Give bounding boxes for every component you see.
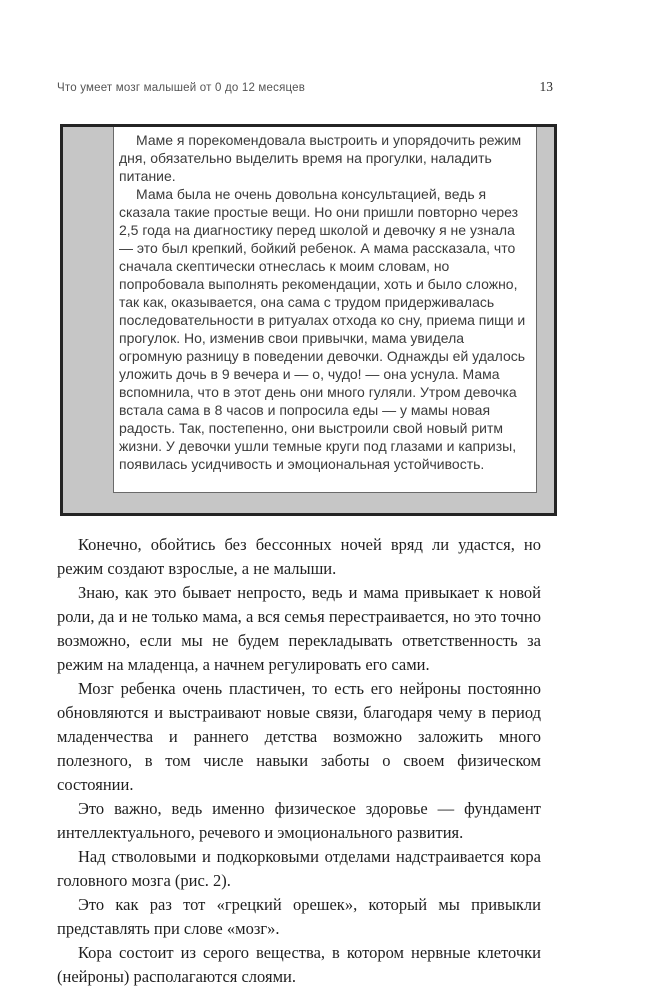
case-paragraph: Мама была не очень довольна консультацией, ведь я сказала такие простые вещи. Но они пришли повторно через 2,5 года на диагностику перед школой и девочку я не узнала — это был крепкий, бойкий ребенок. А мама рассказала, что сначала скептически отнеслась к моим словам, но попробовала выполнять рекомендации, хоть и было сложно, так как, оказывается, она сама с трудом придерживалась последовательности в ритуалах отхода ко сну, приема пищи и прогулок. Но, изменив свои привычки, мама увидела огромную разницу в поведении девочки. Однажды ей удалось уложить дочь в 9 вечера и — о, чудо! — она уснула. Мама вспомнила, что в этот день они много гуляли. Утром девочка встала сама в 8 часов и попросила еды — у мамы новая радость. Так, постепенно, они выстроили свой новый ритм жизни. У девочки ушли темные круги под глазами и капризы, появилась усидчивость и эмоциональная устойчивость. <box>119 186 526 472</box>
running-header <box>57 79 553 95</box>
case-paragraph: Маме я порекомендовала выстроить и упорядочить режим дня, обязательно выделить время на прогулки, наладить питание. <box>119 132 522 184</box>
case-study-box-inner <box>113 127 537 493</box>
body-paragraph: Конечно, обойтись без бессонных ночей вряд ли удастся, но режим создают взрослые, а не малыши. <box>57 535 541 578</box>
body-paragraph: Это важно, ведь именно физическое здоровье — фундамент интеллектуального, речевого и эмоционального развития. <box>57 799 541 842</box>
body-paragraph: Над стволовыми и подкорковыми отделами надстраивается кора головного мозга (рис. 2). <box>57 847 541 890</box>
page-number: 13 <box>539 79 553 94</box>
body-paragraph: Это как раз тот «грецкий орешек», который мы привыкли представлять при слове «мозг». <box>57 895 541 938</box>
case-study-box <box>60 124 557 516</box>
running-title: Что умеет мозг малышей от 0 до 12 месяцев <box>57 82 306 94</box>
body-paragraph: Знаю, как это бывает непросто, ведь и мама привыкает к новой роли, да и не только мама, а вся семья перестраивается, но это точно возможно, если мы не будем перекладывать ответственность за режим на младенца, а начнем регулировать его сами. <box>57 583 541 674</box>
case-study-text <box>114 127 536 473</box>
body-paragraph: Мозг ребенка очень пластичен, то есть его нейроны постоянно обновляются и выстраивают новые связи, благодаря чему в период младенчества и раннего детства возможно заложить много полезного, в том числе навыки заботы о своем физическом состоянии. <box>57 679 541 794</box>
body-paragraph: Кора состоит из серого вещества, в котором нервные клеточки (нейроны) располагаются слоями. <box>57 943 541 986</box>
body-text <box>57 533 541 989</box>
